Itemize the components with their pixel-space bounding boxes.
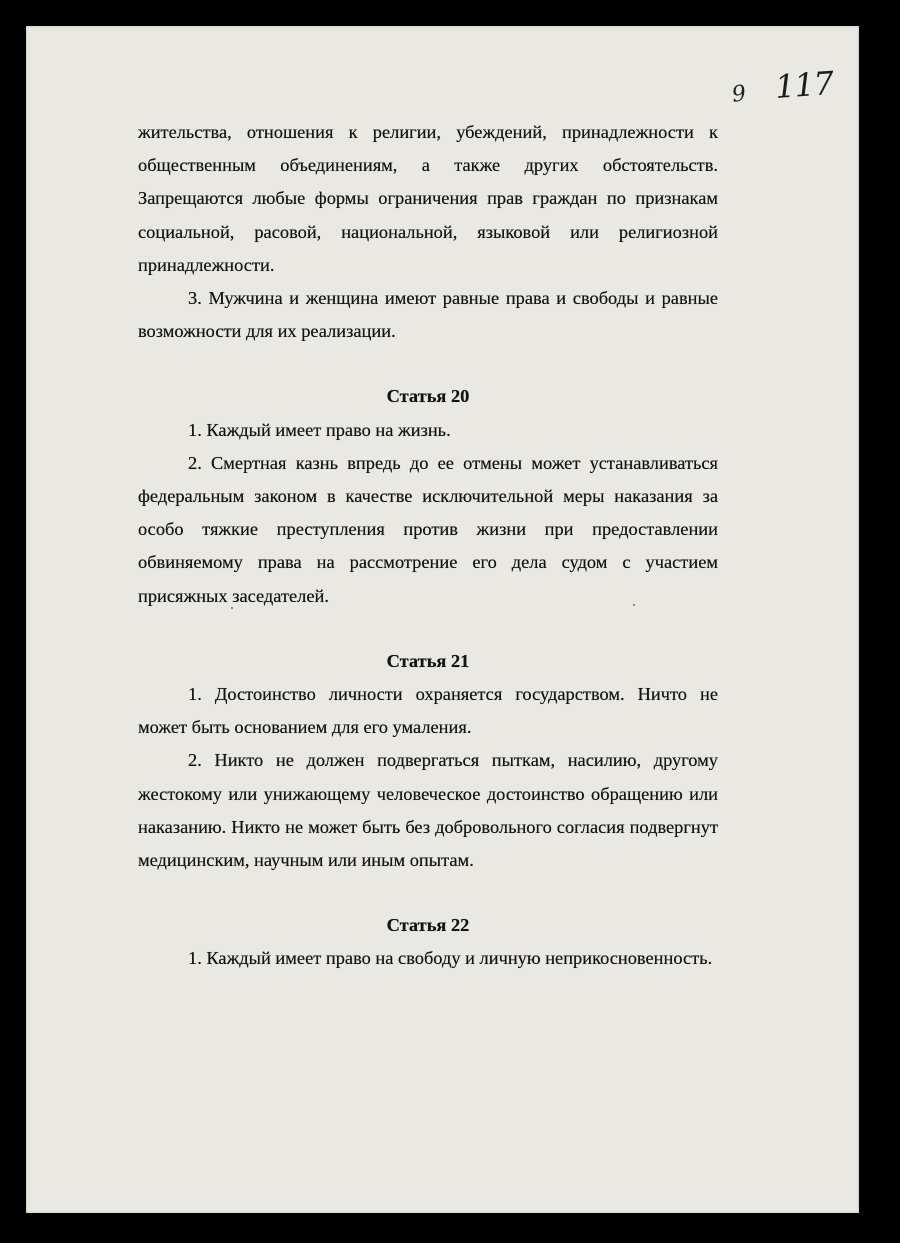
handwritten-sheet-number: 9	[730, 81, 748, 108]
paragraph-no-torture: 2. Никто не должен подвергаться пыткам, насилию, другому жестокому или унижающему человеческое достоинство обращению или наказанию. Никто не может быть без добровольного согласия подвергнут медицинским, научным или иным опытам.	[138, 750, 718, 871]
section-gap	[138, 348, 718, 380]
paragraph-equal-rights: 3. Мужчина и женщина имеют равные права и свободы и равные возможности для их реализации.	[138, 288, 718, 342]
section-gap	[138, 877, 718, 909]
paragraph-continuation: жительства, отношения к религии, убеждений, принадлежности к общественным объединениям, а также других обстоятельств. Запрещаются любые формы ограничения прав граждан по признакам социальной, расовой, национальной, языковой или религиозной принадлежности.	[138, 122, 718, 275]
paragraph-dignity: 1. Достоинство личности охраняется государством. Ничто не может быть основанием для его умаления.	[138, 684, 718, 738]
paragraph-right-to-life: 1. Каждый имеет право на жизнь.	[188, 419, 451, 440]
handwritten-archive-number: 117	[773, 64, 835, 106]
article-heading-20: Статья 20	[386, 386, 470, 407]
paragraph-liberty: 1. Каждый имеет право на свободу и личную неприкосновенность.	[188, 948, 713, 969]
document-body	[138, 116, 718, 976]
paragraph-death-penalty: 2. Смертная казнь впредь до ее отмены может устанавливаться федеральным законом в качестве исключительной меры наказания за особо тяжкие преступления против жизни при предоставлении обвиняемому права на рассмотрение его дела судом с участием присяжных заседателей.	[138, 452, 718, 606]
section-gap	[138, 613, 718, 645]
article-heading-22: Статья 22	[386, 915, 470, 936]
article-heading-21: Статья 21	[386, 650, 470, 671]
